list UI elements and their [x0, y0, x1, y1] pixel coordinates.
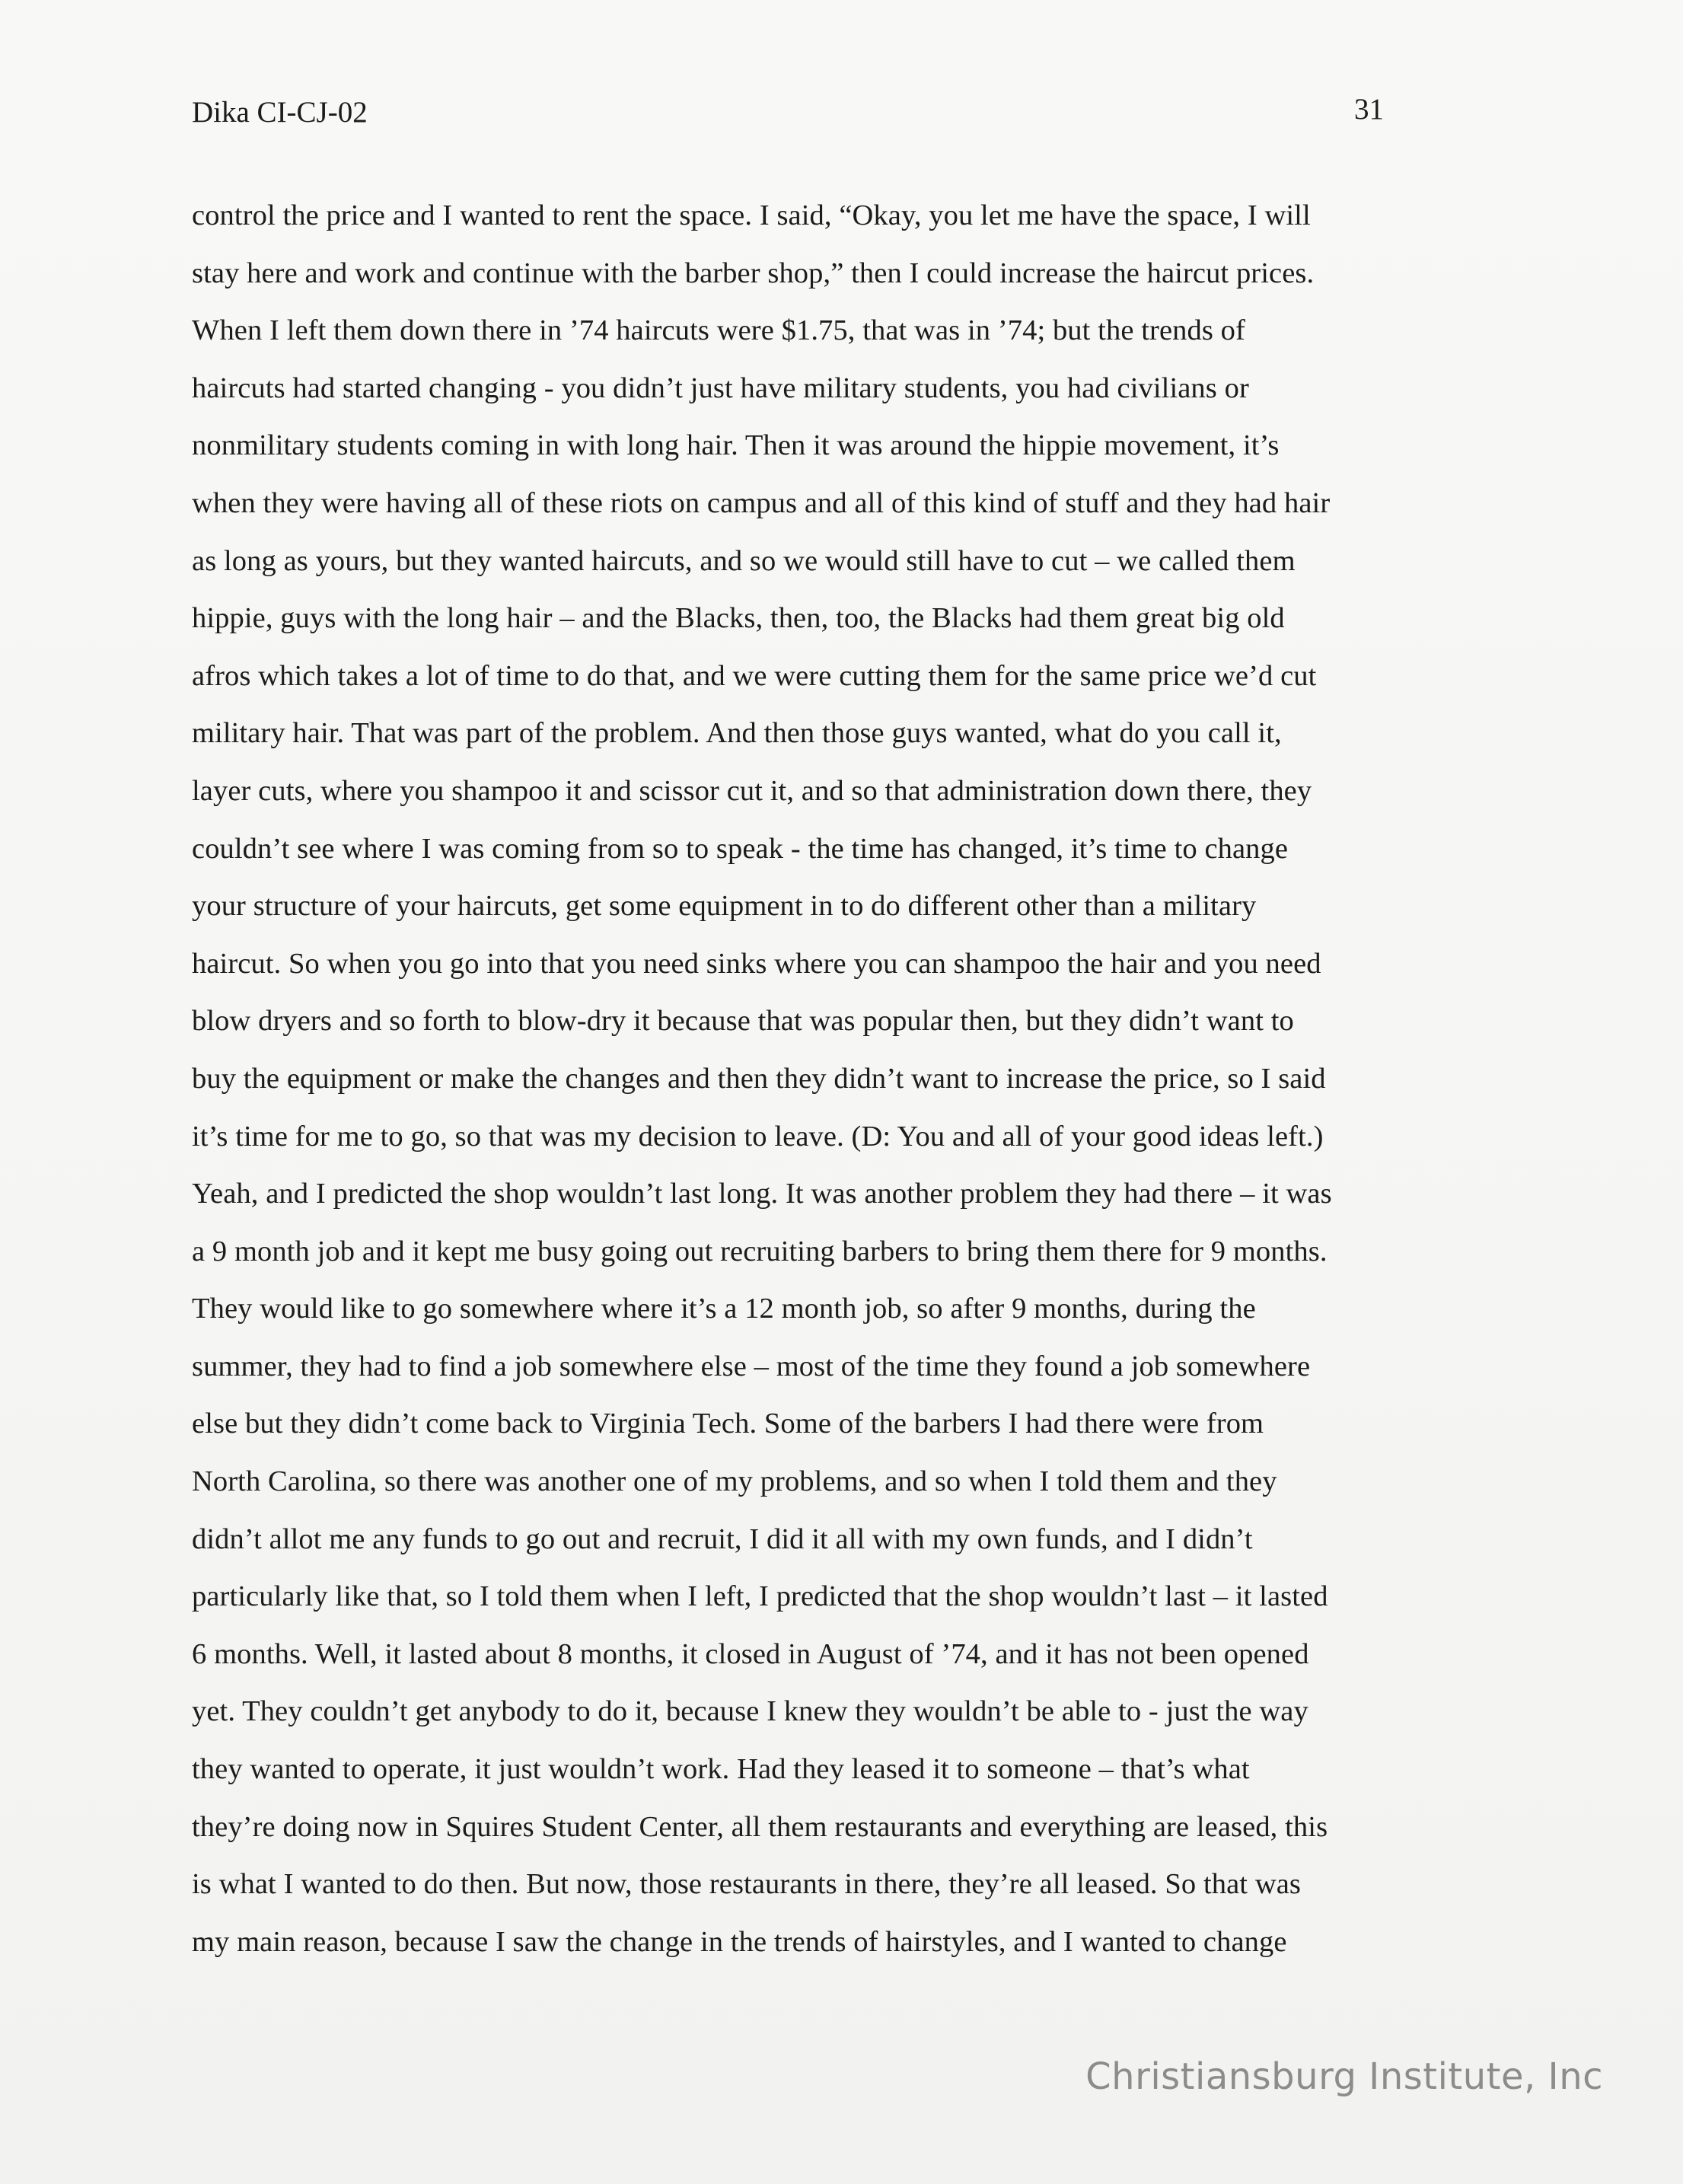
text-line: yet. They couldn’t get anybody to do it, because I knew they wouldn’t be able to - just the way	[192, 1695, 1308, 1728]
document-id: Dika CI-CJ-02	[192, 96, 368, 129]
text-line: particularly like that, so I told them when I left, I predicted that the shop wouldn’t last – it lasted	[192, 1580, 1328, 1613]
text-line: haircut. So when you go into that you need sinks where you can shampoo the hair and you need	[192, 947, 1321, 980]
text-line: couldn’t see where I was coming from so to speak - the time has changed, it’s time to change	[192, 832, 1289, 865]
watermark: Christiansburg Institute, Inc	[1085, 2055, 1603, 2098]
text-line: afros which takes a lot of time to do that, and we were cutting them for the same price we’d cut	[192, 659, 1317, 692]
text-line: blow dryers and so forth to blow-dry it because that was popular then, but they didn’t want to	[192, 1005, 1294, 1038]
text-line: my main reason, because I saw the change in the trends of hairstyles, and I wanted to change	[192, 1925, 1287, 1958]
text-line: a 9 month job and it kept me busy going out recruiting barbers to bring them there for 9 months.	[192, 1235, 1328, 1267]
text-line: hippie, guys with the long hair – and the Blacks, then, too, the Blacks had them great big old	[192, 602, 1285, 635]
text-line: as long as yours, but they wanted haircuts, and so we would still have to cut – we called them	[192, 544, 1296, 577]
page-number: 31	[1354, 93, 1384, 126]
text-line: haircuts had started changing - you didn’t just have military students, you had civilians or	[192, 371, 1249, 404]
text-line: stay here and work and continue with the barber shop,” then I could increase the haircut prices.	[192, 257, 1315, 289]
text-line: your structure of your haircuts, get some equipment in to do different other than a military	[192, 890, 1257, 923]
text-line: nonmilitary students coming in with long hair. Then it was around the hippie movement, it’s	[192, 429, 1280, 462]
text-line: layer cuts, where you shampoo it and scissor cut it, and so that administration down there, they	[192, 774, 1312, 807]
text-line: They would like to go somewhere where it’s a 12 month job, so after 9 months, during the	[192, 1293, 1256, 1325]
text-line: military hair. That was part of the problem. And then those guys wanted, what do you call it,	[192, 717, 1282, 750]
text-line: When I left them down there in ’74 haircuts were $1.75, that was in ’74; but the trends of	[192, 314, 1245, 347]
transcript-body	[192, 190, 1501, 1974]
text-line: when they were having all of these riots on campus and all of this kind of stuff and they had hair	[192, 486, 1331, 519]
text-line: it’s time for me to go, so that was my decision to leave. (D: You and all of your good ideas left.)	[192, 1120, 1324, 1153]
text-line: North Carolina, so there was another one of my problems, and so when I told them and they	[192, 1465, 1277, 1498]
text-line: didn’t allot me any funds to go out and recruit, I did it all with my own funds, and I didn’t	[192, 1522, 1253, 1555]
text-line: they wanted to operate, it just wouldn’t work. Had they leased it to someone – that’s what	[192, 1753, 1250, 1786]
text-line: they’re doing now in Squires Student Center, all them restaurants and everything are leased, this	[192, 1810, 1328, 1843]
text-line: control the price and I wanted to rent the space. I said, “Okay, you let me have the space, I will	[192, 199, 1311, 231]
text-line: is what I wanted to do then. But now, those restaurants in there, they’re all leased. So that was	[192, 1868, 1302, 1901]
text-line: 6 months. Well, it lasted about 8 months, it closed in August of ’74, and it has not been opened	[192, 1637, 1309, 1670]
text-line: buy the equipment or make the changes and then they didn’t want to increase the price, so I said	[192, 1062, 1326, 1095]
text-line: Yeah, and I predicted the shop wouldn’t last long. It was another problem they had there – it was	[192, 1178, 1332, 1210]
text-line: summer, they had to find a job somewhere else – most of the time they found a job somewhere	[192, 1350, 1311, 1382]
text-line: else but they didn’t come back to Virginia Tech. Some of the barbers I had there were from	[192, 1408, 1264, 1440]
